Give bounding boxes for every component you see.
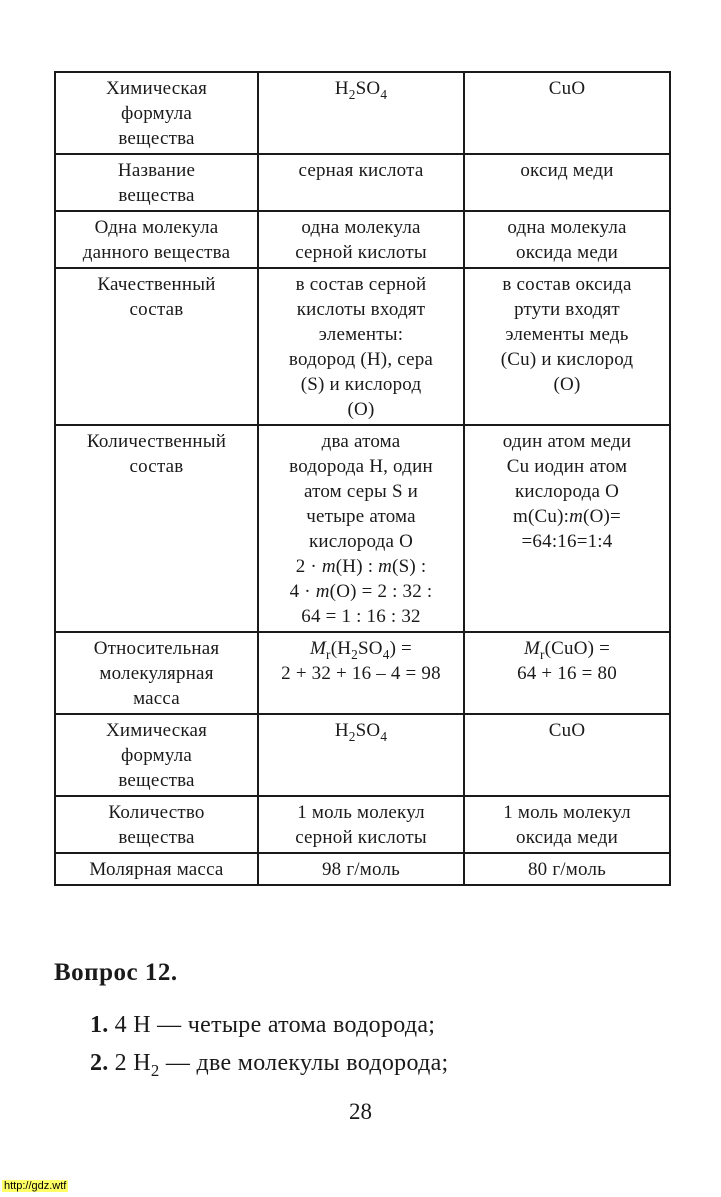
cell-line: в состав серной	[295, 274, 427, 295]
cell-line: Качественный	[97, 274, 216, 295]
row-label	[55, 154, 258, 211]
answer-text: 4 H — четыре атома водорода;	[114, 1012, 436, 1038]
cell-line: (О)	[553, 374, 581, 395]
row-label	[55, 853, 258, 885]
answer-text: 2 $H_2$ — две молекулы водорода;	[114, 1050, 449, 1080]
cell-line: состав	[129, 456, 184, 477]
oxide-cell	[464, 796, 670, 853]
cell-line: $M_r(H_2SO_4)$ =	[310, 638, 412, 662]
cell-line: данного вещества	[82, 242, 231, 263]
row-label	[55, 796, 258, 853]
cell-line: =64:16=1:4	[521, 531, 613, 552]
row-label	[55, 72, 258, 154]
cell-line: один атом меди	[502, 431, 632, 452]
cell-line: Количественный	[86, 431, 227, 452]
cell-line: серной кислоты	[295, 242, 427, 263]
cell-line: 80 г/моль	[527, 859, 607, 880]
cell-line: Молярная масса	[89, 859, 224, 880]
acid-cell	[258, 425, 464, 632]
cell-line: оксид меди	[520, 160, 614, 181]
cell-line: 1 моль молекул	[297, 802, 425, 823]
answer-item-2	[90, 1050, 449, 1080]
cell-line: Химическая	[105, 720, 208, 741]
cell-line: $H_2SO_4$	[334, 720, 388, 744]
cell-line: Одна молекула	[94, 217, 219, 238]
oxide-cell	[464, 154, 670, 211]
cell-line: 98 г/моль	[321, 859, 401, 880]
cell-line: оксида меди	[516, 242, 618, 263]
cell-line: в состав оксида	[502, 274, 632, 295]
cell-line: 1 моль молекул	[503, 802, 631, 823]
table-row	[55, 632, 670, 714]
cell-line: атом серы S и	[303, 481, 419, 502]
cell-line: кислорода О	[308, 531, 414, 552]
cell-line: 4 · m(O) = 2 : 32 :	[289, 581, 433, 602]
row-label	[55, 714, 258, 796]
substance-table	[54, 71, 671, 886]
cell-line: вещества	[118, 770, 195, 791]
row-label	[55, 211, 258, 268]
acid-cell	[258, 714, 464, 796]
cell-line: масса	[133, 688, 180, 709]
cell-line: $M_r(CuO)$ =	[523, 638, 611, 662]
cell-line: вещества	[118, 128, 195, 149]
oxide-cell	[464, 853, 670, 885]
oxide-cell	[464, 632, 670, 714]
cell-line: состав	[129, 299, 184, 320]
acid-cell	[258, 211, 464, 268]
cell-line: серная кислота	[298, 160, 424, 181]
cell-line: четыре атома	[306, 506, 416, 527]
oxide-cell	[464, 72, 670, 154]
table-row	[55, 853, 670, 885]
table-row	[55, 268, 670, 425]
cell-line: водорода Н, один	[289, 456, 433, 477]
cell-line: (S) и кислород	[300, 374, 422, 395]
row-label	[55, 268, 258, 425]
cell-line: m(Cu):m(O)=	[513, 506, 621, 527]
cell-line: (О)	[347, 399, 375, 420]
cell-line: 64 + 16 = 80	[517, 663, 617, 684]
cell-line: Относительная	[93, 638, 220, 659]
acid-cell	[258, 268, 464, 425]
table-row	[55, 154, 670, 211]
cell-line: водород (Н), сера	[288, 349, 434, 370]
oxide-cell	[464, 714, 670, 796]
table-row	[55, 425, 670, 632]
table-row	[55, 714, 670, 796]
table-row	[55, 211, 670, 268]
acid-cell	[258, 853, 464, 885]
cell-line: 2 + 32 + 16 – 4 = 98	[281, 663, 441, 684]
acid-cell	[258, 796, 464, 853]
table-row	[55, 72, 670, 154]
cell-line: 2 · m(H) : m(S) :	[295, 556, 427, 577]
cell-line: молекулярная	[99, 663, 214, 684]
cell-line: CuO	[548, 78, 586, 99]
cell-line: вещества	[118, 827, 195, 848]
table-row	[55, 796, 670, 853]
acid-cell	[258, 632, 464, 714]
cell-line: элементы:	[318, 324, 404, 345]
cell-line: серной кислоты	[295, 827, 427, 848]
cell-line: одна молекула	[507, 217, 627, 238]
watermark-link[interactable]: http://gdz.wtf	[4, 1180, 67, 1192]
cell-line: 64 = 1 : 16 : 32	[301, 606, 421, 627]
cell-line: Название	[117, 160, 196, 181]
row-label	[55, 425, 258, 632]
oxide-cell	[464, 425, 670, 632]
cell-line: формула	[120, 745, 193, 766]
cell-line: кислоты входят	[296, 299, 426, 320]
cell-line: Химическая	[105, 78, 208, 99]
oxide-cell	[464, 268, 670, 425]
cell-line: CuO	[548, 720, 586, 741]
cell-line: одна молекула	[301, 217, 421, 238]
answer-item-1	[90, 1012, 435, 1039]
cell-line: ртути входят	[514, 299, 620, 320]
cell-line: вещества	[118, 185, 195, 206]
cell-line: оксида меди	[516, 827, 618, 848]
answer-number: 2.	[90, 1050, 109, 1076]
cell-line: Количество	[108, 802, 205, 823]
cell-line: Cu иодин атом	[506, 456, 628, 477]
oxide-cell	[464, 211, 670, 268]
cell-line: формула	[120, 103, 193, 124]
cell-line: кислорода О	[514, 481, 620, 502]
acid-cell	[258, 154, 464, 211]
cell-line: два атома	[321, 431, 401, 452]
row-label	[55, 632, 258, 714]
cell-line: $H_2SO_4$	[334, 78, 388, 102]
page-number: 28	[349, 1099, 372, 1124]
cell-line: элементы медь	[505, 324, 629, 345]
cell-line: (Cu) и кислород	[500, 349, 634, 370]
answer-number: 1.	[90, 1012, 109, 1038]
question-heading: Вопрос 12.	[54, 959, 178, 986]
acid-cell	[258, 72, 464, 154]
